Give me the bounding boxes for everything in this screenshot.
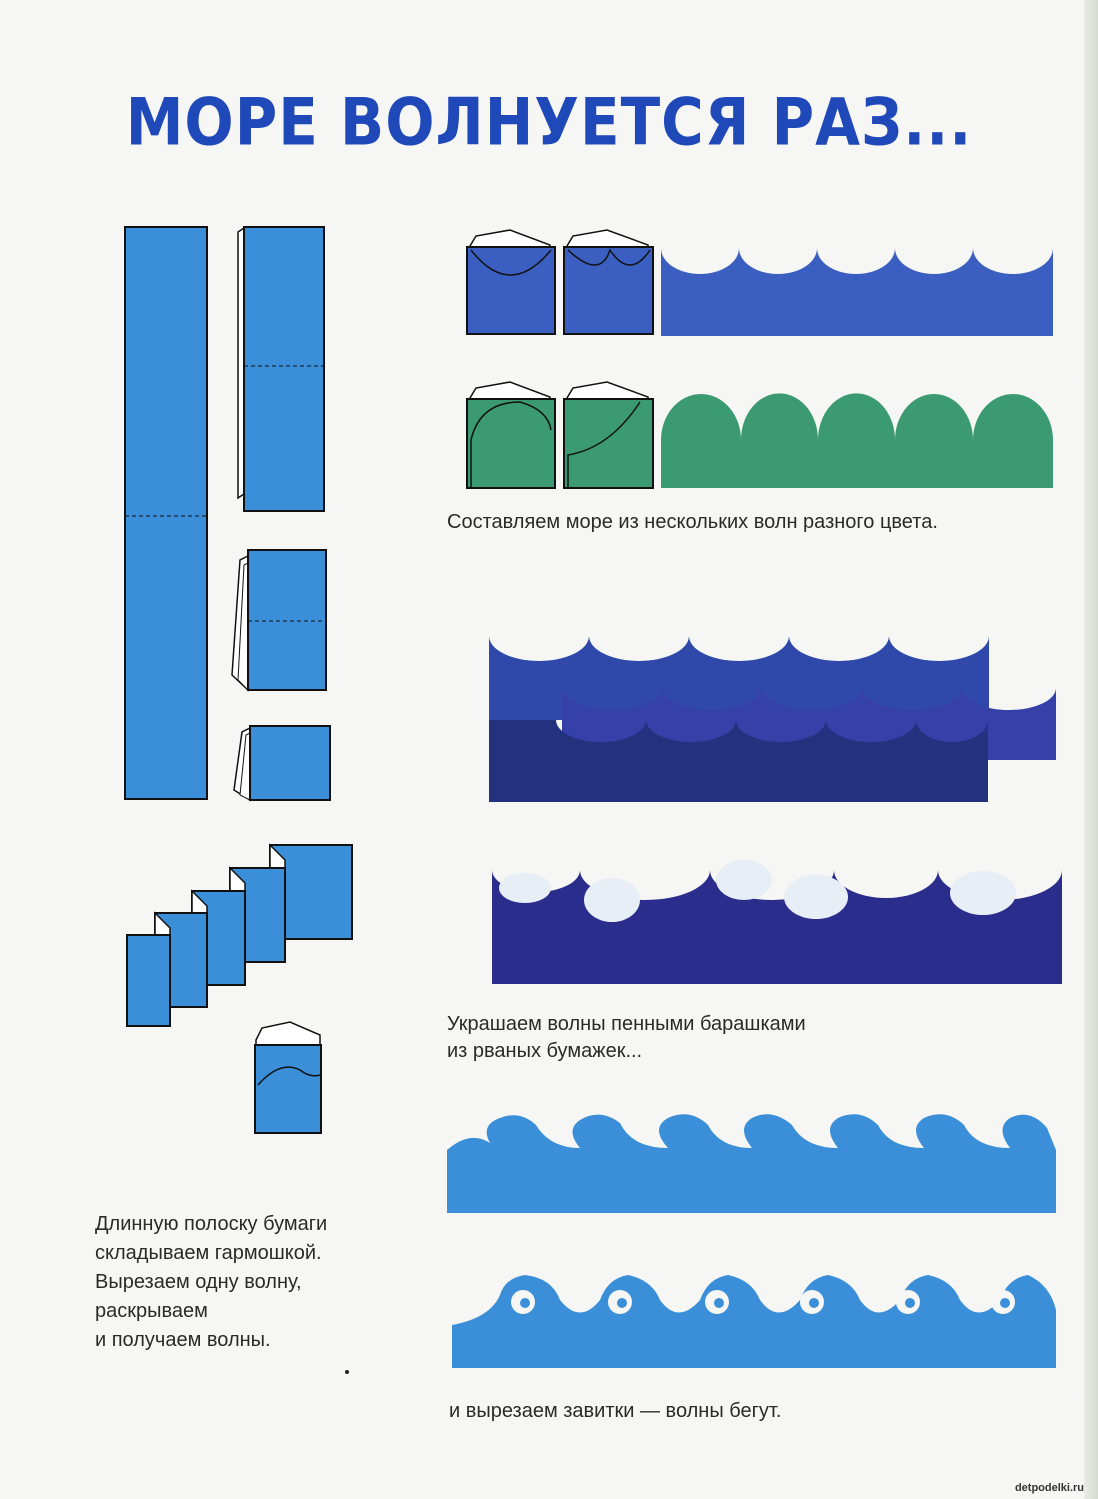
folded-square-illustration xyxy=(234,726,330,800)
caption-sea: Составляем море из нескольких волн разного цвета. xyxy=(447,511,938,533)
caption-foam: Украшаем волны пенными барашками из рваных бумажек... xyxy=(447,1013,806,1062)
caption-instructions: Длинную полоску бумаги складываем гармошкой. Вырезаем одну волну, раскрываем и получаем волны. xyxy=(95,1213,328,1351)
watermark: detpodelki.ru xyxy=(1014,1482,1084,1494)
breaking-waves-strip xyxy=(447,1114,1056,1213)
foam-waves-illustration xyxy=(492,860,1062,984)
accordion-fold-illustration xyxy=(127,845,352,1026)
folded-strip-illustration xyxy=(238,227,324,511)
green-bump-wave-strip xyxy=(661,393,1053,488)
green-folded-pieces xyxy=(467,382,653,488)
blue-folded-pieces xyxy=(467,230,653,334)
print-dot xyxy=(345,1370,349,1374)
folded-twice-illustration xyxy=(232,550,326,690)
paper-strip-illustration xyxy=(125,227,207,799)
curl-waves-strip xyxy=(452,1275,1056,1368)
blue-scallop-wave-strip xyxy=(661,248,1053,336)
layered-sea-illustration xyxy=(489,636,1056,802)
page-title: МОРЕ ВОЛНУЕТСЯ РАЗ... xyxy=(125,83,973,161)
cut-wave-block-illustration xyxy=(255,1022,321,1133)
caption-curls: и вырезаем завитки — волны бегут. xyxy=(449,1400,782,1422)
